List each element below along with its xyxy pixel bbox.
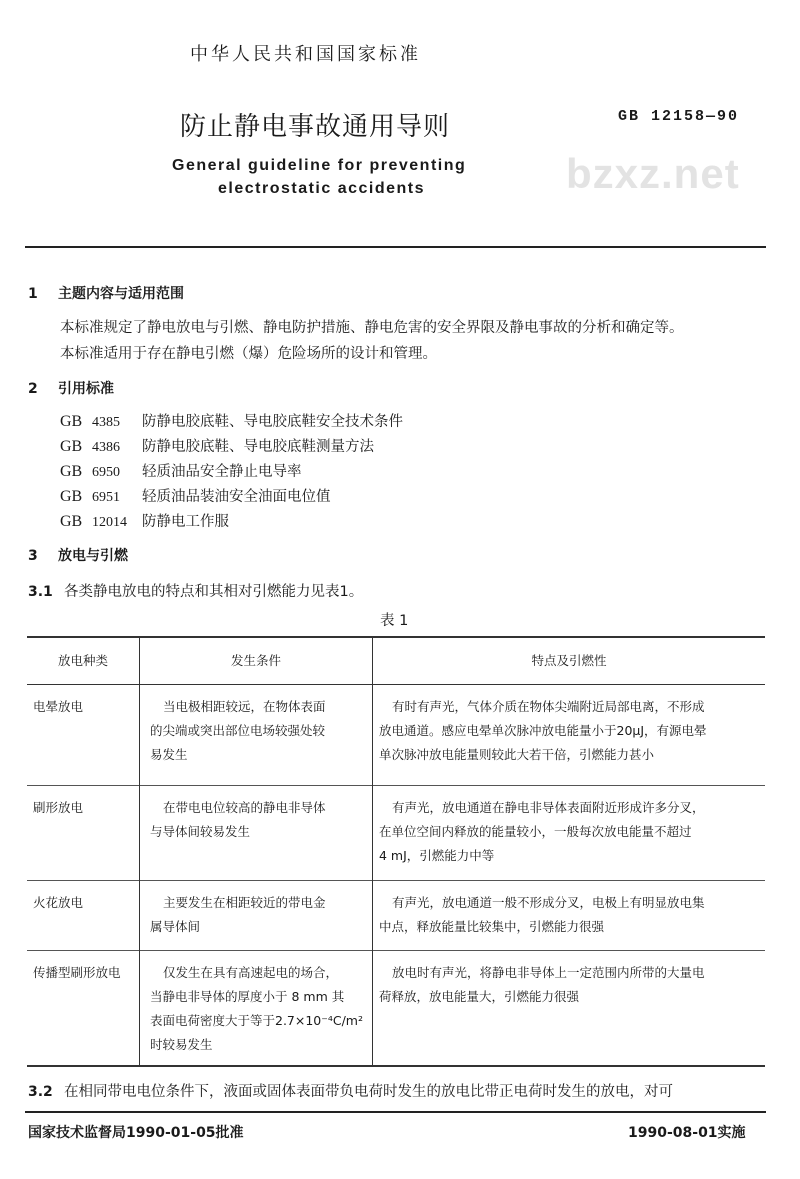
ref-number: 4386: [92, 440, 120, 455]
gb-number: GB 12158—90: [618, 108, 740, 125]
reference-item: [60, 460, 302, 481]
reference-item: [60, 410, 403, 431]
condition-cell: [140, 881, 373, 951]
section-2-heading: 2 引用标准: [28, 381, 114, 397]
feature-cell: [373, 881, 766, 951]
feature-line: 放电通道。感应电晕单次脉冲放电能量小于20μJ，有源电晕: [379, 723, 707, 738]
ref-code: GB: [60, 488, 83, 505]
clause-3-2: 3.2 在相同带电电位条件下，液面或固体表面带负电荷时发生的放电比带正电荷时发生的放电，对可: [28, 1084, 673, 1100]
title-en-line2: electrostatic accidents: [218, 180, 426, 197]
table-caption: 表 1: [380, 613, 409, 629]
ref-title: 轻质油品装油安全油面电位值: [142, 489, 331, 505]
discharge-type: 传播型刷形放电: [27, 951, 140, 1066]
condition-line: 属导体间: [150, 919, 201, 934]
feature-line: 单次脉冲放电能量则较此大若干倍，引燃能力甚小: [379, 747, 655, 762]
effective-date: 1990-08-01实施: [628, 1125, 746, 1141]
ref-title: 防静电胶底鞋、导电胶底鞋安全技术条件: [142, 414, 403, 430]
table-row: [27, 951, 765, 1066]
section-3-heading: 3 放电与引燃: [28, 548, 128, 564]
condition-line: 在带电电位较高的静电非导体: [163, 800, 326, 815]
condition-line: 与导体间较易发生: [150, 824, 251, 839]
feature-cell: [373, 786, 766, 881]
reference-item: [60, 435, 374, 456]
column-header: 发生条件: [140, 637, 373, 685]
ref-title: 轻质油品安全静止电导率: [142, 464, 302, 480]
condition-line: 当静电非导体的厚度小于 8 mm 其: [150, 989, 345, 1004]
feature-line: 在单位空间内释放的能量较小，一般每次放电能量不超过: [379, 824, 692, 839]
standard-type: 中华人民共和国国家标准: [190, 44, 421, 65]
feature-cell: [373, 685, 766, 786]
feature-line: 有声光，放电通道在静电非导体表面附近形成许多分叉，: [392, 800, 705, 815]
feature-line: 有声光，放电通道一般不形成分叉，电极上有明显放电集: [392, 895, 705, 910]
watermark: bzxz.net: [566, 150, 740, 197]
column-header: 特点及引燃性: [373, 637, 766, 685]
discharge-table: [27, 636, 765, 1067]
ref-code: GB: [60, 438, 83, 455]
condition-line: 仅发生在具有高速起电的场合，: [163, 965, 339, 980]
ref-title: 防静电工作服: [142, 514, 229, 530]
feature-line: 放电时有声光，将静电非导体上一定范围内所带的大量电: [392, 965, 705, 980]
condition-line: 时较易发生: [150, 1037, 213, 1052]
ref-number: 4385: [92, 415, 120, 430]
ref-title: 防静电胶底鞋、导电胶底鞋测量方法: [142, 439, 374, 455]
ref-code: GB: [60, 413, 83, 430]
ref-number: 12014: [92, 515, 127, 530]
condition-line: 表面电荷密度大于等于2.7×10⁻⁴C/m²: [150, 1013, 363, 1028]
feature-line: 有时有声光，气体介质在物体尖端附近局部电离，不形成: [392, 699, 705, 714]
reference-item: [60, 510, 229, 531]
clause-3-1: 3.1 各类静电放电的特点和其相对引燃能力见表1。: [28, 584, 364, 600]
table-row: [27, 786, 765, 881]
feature-line: 4 mJ，引燃能力中等: [379, 848, 495, 863]
ref-code: GB: [60, 463, 83, 480]
condition-line: 主要发生在相距较近的带电金: [163, 895, 326, 910]
paragraph: 本标准规定了静电放电与引燃、静电防护措施、静电危害的安全界限及静电事故的分析和确定等。: [60, 320, 684, 336]
reference-item: [60, 485, 331, 506]
column-header: 放电种类: [27, 637, 140, 685]
condition-cell: [140, 786, 373, 881]
feature-line: 中点，释放能量比较集中，引燃能力很强: [379, 919, 605, 934]
discharge-type: 刷形放电: [27, 786, 140, 881]
table-row: [27, 685, 765, 786]
feature-cell: [373, 951, 766, 1066]
feature-line: 荷释放，放电能量大，引燃能力很强: [379, 989, 580, 1004]
ref-code: GB: [60, 513, 83, 530]
section-1-heading: 1 主题内容与适用范围: [28, 286, 184, 302]
ref-number: 6951: [92, 490, 120, 505]
title-cn: 防止静电事故通用导则: [180, 112, 451, 142]
footer-divider: [25, 1111, 766, 1113]
table-row: [27, 881, 765, 951]
condition-cell: [140, 951, 373, 1066]
condition-line: 当电极相距较远，在物体表面: [163, 699, 326, 714]
condition-cell: [140, 685, 373, 786]
title-en-line1: General guideline for preventing: [172, 157, 467, 174]
discharge-type: 电晕放电: [27, 685, 140, 786]
condition-line: 易发生: [150, 747, 188, 762]
paragraph: 本标准适用于存在静电引燃（爆）危险场所的设计和管理。: [60, 346, 437, 362]
divider: [25, 246, 766, 248]
ref-number: 6950: [92, 465, 120, 480]
condition-line: 的尖端或突出部位电场较强处较: [150, 723, 326, 738]
discharge-type: 火花放电: [27, 881, 140, 951]
approval-date: 国家技术监督局1990-01-05批准: [28, 1125, 244, 1141]
